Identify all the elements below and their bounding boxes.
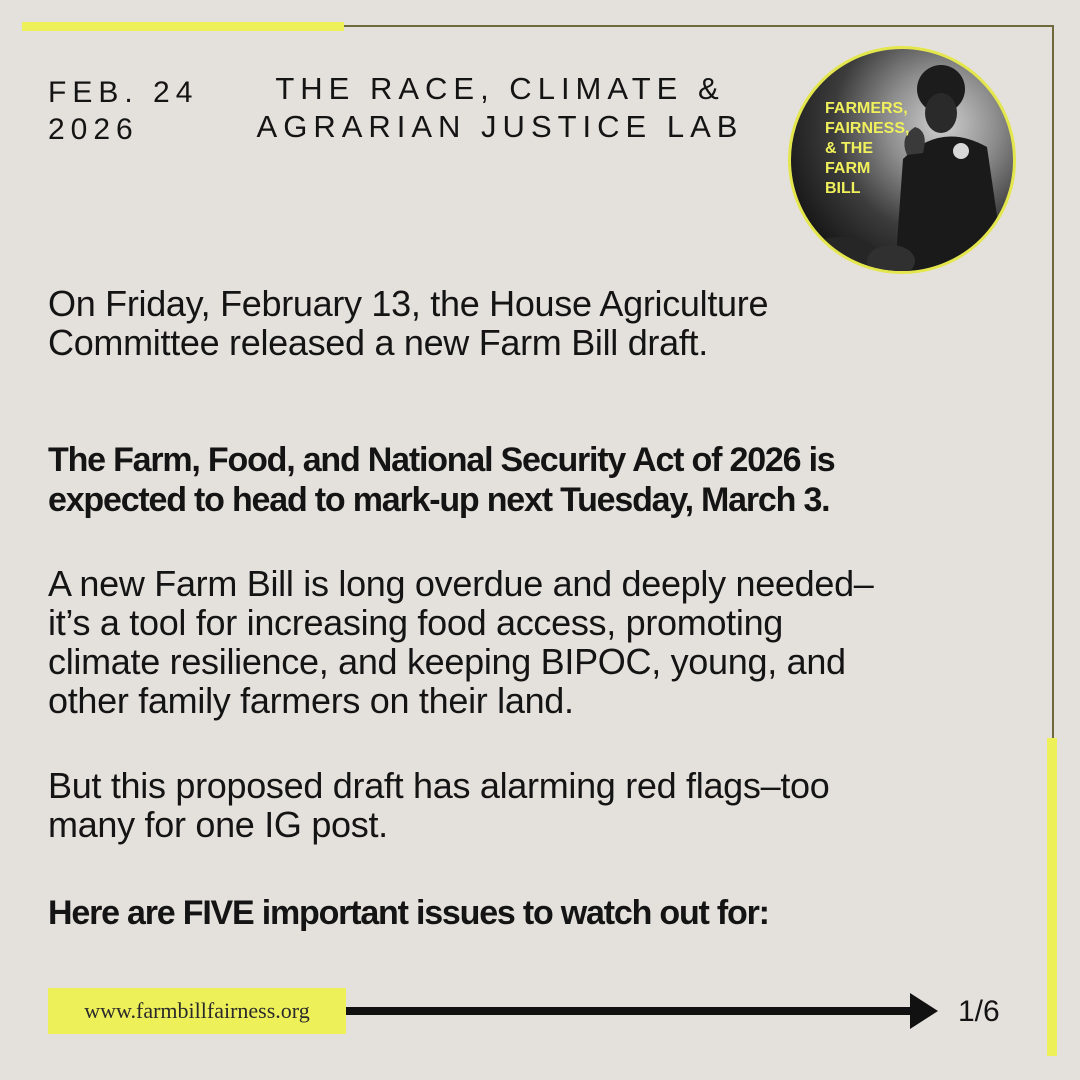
frame-top-line bbox=[344, 25, 1054, 27]
website-link[interactable]: www.farmbillfairness.org bbox=[48, 988, 346, 1034]
badge-line-1: FARMERS, bbox=[825, 100, 908, 117]
warning-paragraph bbox=[48, 766, 1008, 844]
post-date bbox=[48, 74, 198, 148]
context-line-1: A new Farm Bill is long overdue and deeply needed– bbox=[48, 563, 874, 604]
badge-line-2: FAIRNESS, bbox=[825, 120, 910, 137]
context-line-3: climate resilience, and keeping BIPOC, young, and bbox=[48, 641, 846, 682]
context-paragraph bbox=[48, 564, 1008, 720]
warning-line-2: many for one IG post. bbox=[48, 804, 388, 845]
intro-line-2: Committee released a new Farm Bill draft. bbox=[48, 322, 708, 363]
act-announcement bbox=[48, 440, 1048, 520]
frame-right-accent bbox=[1047, 738, 1057, 1056]
lab-title-line-2: AGRARIAN JUSTICE LAB bbox=[256, 109, 744, 144]
warning-line-1: But this proposed draft has alarming red flags–too bbox=[48, 765, 830, 806]
badge-line-4: FARM bbox=[825, 160, 871, 177]
next-arrow-line bbox=[346, 1007, 916, 1015]
intro-paragraph bbox=[48, 284, 1008, 362]
issues-heading: Here are FIVE important issues to watch out for: bbox=[48, 894, 769, 932]
badge-title bbox=[825, 99, 945, 199]
next-arrow-icon bbox=[910, 993, 938, 1029]
date-line-1: FEB. 24 bbox=[48, 76, 199, 109]
act-line-2: expected to head to mark-up next Tuesday, March 3. bbox=[48, 481, 830, 519]
page-indicator: 1/6 bbox=[958, 995, 1000, 1028]
lab-title-line-1: THE RACE, CLIMATE & bbox=[275, 71, 725, 106]
badge-line-3: & THE bbox=[825, 140, 873, 157]
context-line-2: it’s a tool for increasing food access, promoting bbox=[48, 602, 784, 643]
badge-line-5: BILL bbox=[825, 180, 861, 197]
campaign-badge bbox=[788, 46, 1016, 274]
lab-title bbox=[240, 70, 760, 146]
frame-right-line bbox=[1052, 25, 1054, 740]
frame-top-accent bbox=[22, 22, 344, 31]
context-line-4: other family farmers on their land. bbox=[48, 680, 574, 721]
date-line-2: 2026 bbox=[48, 113, 139, 146]
act-line-1: The Farm, Food, and National Security Act of 2026 is bbox=[48, 441, 835, 479]
intro-line-1: On Friday, February 13, the House Agriculture bbox=[48, 283, 769, 324]
